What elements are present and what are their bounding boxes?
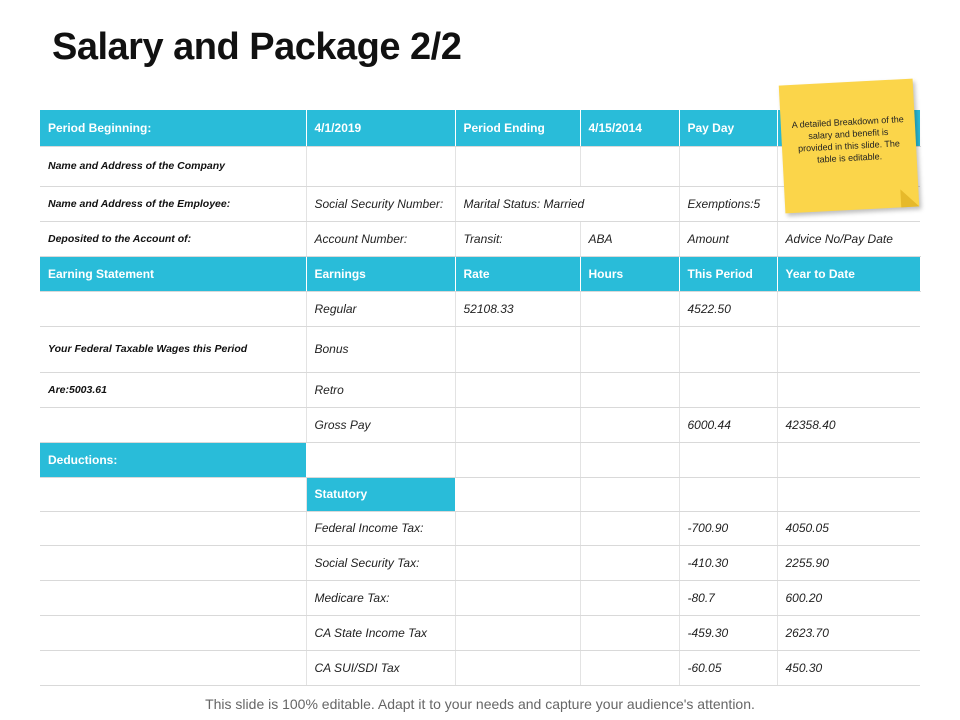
cell-period-ending-label: Period Ending bbox=[455, 110, 580, 146]
table-row bbox=[40, 650, 920, 685]
footer-caption: This slide is 100% editable. Adapt it to your needs and capture your audience's attention. bbox=[205, 696, 755, 712]
table-cell bbox=[777, 372, 920, 407]
table-cell bbox=[40, 545, 306, 580]
cell-ca-sui-sdi-tax-ytd: 450.30 bbox=[777, 650, 920, 685]
cell-year-to-date-header: Year to Date bbox=[777, 256, 920, 291]
table-row bbox=[40, 442, 920, 477]
cell-ca-sui-sdi-tax-this-period: -60.05 bbox=[679, 650, 777, 685]
table-cell bbox=[306, 442, 455, 477]
cell-amount: Amount bbox=[679, 221, 777, 256]
cell-gross-pay: Gross Pay bbox=[306, 407, 455, 442]
cell-regular-rate: 52108.33 bbox=[455, 291, 580, 326]
table-cell bbox=[580, 511, 679, 545]
table-cell bbox=[679, 146, 777, 186]
table-cell bbox=[40, 650, 306, 685]
cell-company-label: Name and Address of the Company bbox=[40, 146, 306, 186]
table-cell bbox=[455, 580, 580, 615]
cell-federal-taxable-value: Are:5003.61 bbox=[40, 372, 306, 407]
sticky-note bbox=[779, 79, 920, 214]
cell-ca-state-income-tax-this-period: -459.30 bbox=[679, 615, 777, 650]
table-row bbox=[40, 291, 920, 326]
table-cell bbox=[777, 477, 920, 511]
table-cell bbox=[580, 326, 679, 372]
cell-medicare-tax: Medicare Tax: bbox=[306, 580, 455, 615]
table-cell bbox=[580, 146, 679, 186]
table-row bbox=[40, 372, 920, 407]
cell-ssn-label: Social Security Number: bbox=[306, 186, 455, 221]
cell-retro: Retro bbox=[306, 372, 455, 407]
table-cell bbox=[40, 580, 306, 615]
table-cell bbox=[455, 407, 580, 442]
table-cell bbox=[580, 580, 679, 615]
table-cell bbox=[777, 442, 920, 477]
table-row bbox=[40, 477, 920, 511]
cell-account-number: Account Number: bbox=[306, 221, 455, 256]
cell-social-security-tax: Social Security Tax: bbox=[306, 545, 455, 580]
cell-earnings-header: Earnings bbox=[306, 256, 455, 291]
cell-ca-sui-sdi-tax: CA SUI/SDI Tax bbox=[306, 650, 455, 685]
cell-regular-this-period: 4522.50 bbox=[679, 291, 777, 326]
cell-rate-header: Rate bbox=[455, 256, 580, 291]
cell-period-ending-value: 4/15/2014 bbox=[580, 110, 679, 146]
cell-exemptions: Exemptions:5 bbox=[679, 186, 777, 221]
table-row bbox=[40, 256, 920, 291]
table-cell bbox=[455, 545, 580, 580]
cell-hours-header: Hours bbox=[580, 256, 679, 291]
table-cell bbox=[455, 442, 580, 477]
table-cell bbox=[455, 511, 580, 545]
cell-marital-status: Marital Status: Married bbox=[455, 186, 679, 221]
table-cell bbox=[679, 372, 777, 407]
table-cell bbox=[580, 291, 679, 326]
cell-pay-day-label: Pay Day bbox=[679, 110, 777, 146]
table-cell bbox=[40, 407, 306, 442]
table-cell bbox=[455, 372, 580, 407]
table-cell bbox=[40, 477, 306, 511]
cell-this-period-header: This Period bbox=[679, 256, 777, 291]
cell-employee-label: Name and Address of the Employee: bbox=[40, 186, 306, 221]
cell-regular: Regular bbox=[306, 291, 455, 326]
cell-federal-income-tax-this-period: -700.90 bbox=[679, 511, 777, 545]
table-cell bbox=[580, 477, 679, 511]
table-cell bbox=[455, 146, 580, 186]
table-cell bbox=[580, 372, 679, 407]
cell-ca-state-income-tax-ytd: 2623.70 bbox=[777, 615, 920, 650]
table-cell bbox=[455, 615, 580, 650]
table-cell bbox=[679, 477, 777, 511]
table-row bbox=[40, 615, 920, 650]
table-row bbox=[40, 511, 920, 545]
cell-federal-taxable-label: Your Federal Taxable Wages this Period bbox=[40, 326, 306, 372]
cell-medicare-tax-ytd: 600.20 bbox=[777, 580, 920, 615]
cell-statutory-header: Statutory bbox=[306, 477, 455, 511]
table-cell bbox=[679, 326, 777, 372]
table-row bbox=[40, 545, 920, 580]
cell-medicare-tax-this-period: -80.7 bbox=[679, 580, 777, 615]
cell-social-security-tax-ytd: 2255.90 bbox=[777, 545, 920, 580]
cell-gross-pay-ytd: 42358.40 bbox=[777, 407, 920, 442]
cell-federal-income-tax: Federal Income Tax: bbox=[306, 511, 455, 545]
cell-gross-pay-this-period: 6000.44 bbox=[679, 407, 777, 442]
cell-bonus: Bonus bbox=[306, 326, 455, 372]
table-cell bbox=[40, 511, 306, 545]
cell-earning-statement-header: Earning Statement bbox=[40, 256, 306, 291]
cell-federal-income-tax-ytd: 4050.05 bbox=[777, 511, 920, 545]
table-cell bbox=[777, 291, 920, 326]
slide-title: Salary and Package 2/2 bbox=[52, 26, 462, 68]
table-row bbox=[40, 580, 920, 615]
cell-transit: Transit: bbox=[455, 221, 580, 256]
table-cell bbox=[306, 146, 455, 186]
table-cell bbox=[679, 442, 777, 477]
table-row bbox=[40, 221, 920, 256]
table-cell bbox=[455, 326, 580, 372]
cell-period-beginning-value: 4/1/2019 bbox=[306, 110, 455, 146]
table-cell bbox=[40, 615, 306, 650]
table-cell bbox=[580, 407, 679, 442]
table-cell bbox=[580, 545, 679, 580]
cell-ca-state-income-tax: CA State Income Tax bbox=[306, 615, 455, 650]
sticky-note-fold bbox=[900, 188, 919, 207]
table-cell bbox=[40, 291, 306, 326]
cell-deductions-header: Deductions: bbox=[40, 442, 306, 477]
table-cell bbox=[580, 615, 679, 650]
cell-deposit-label: Deposited to the Account of: bbox=[40, 221, 306, 256]
table-cell bbox=[455, 477, 580, 511]
cell-aba: ABA bbox=[580, 221, 679, 256]
table-cell bbox=[580, 650, 679, 685]
table-cell bbox=[777, 326, 920, 372]
table-row bbox=[40, 326, 920, 372]
sticky-note-text: A detailed Breakdown of the salary and benefit is provided in this slide. The table is editable. bbox=[791, 114, 904, 165]
cell-period-beginning-label: Period Beginning: bbox=[40, 110, 306, 146]
table-cell bbox=[455, 650, 580, 685]
cell-social-security-tax-this-period: -410.30 bbox=[679, 545, 777, 580]
table-row bbox=[40, 407, 920, 442]
table-cell bbox=[580, 442, 679, 477]
cell-advice-no: Advice No/Pay Date bbox=[777, 221, 920, 256]
